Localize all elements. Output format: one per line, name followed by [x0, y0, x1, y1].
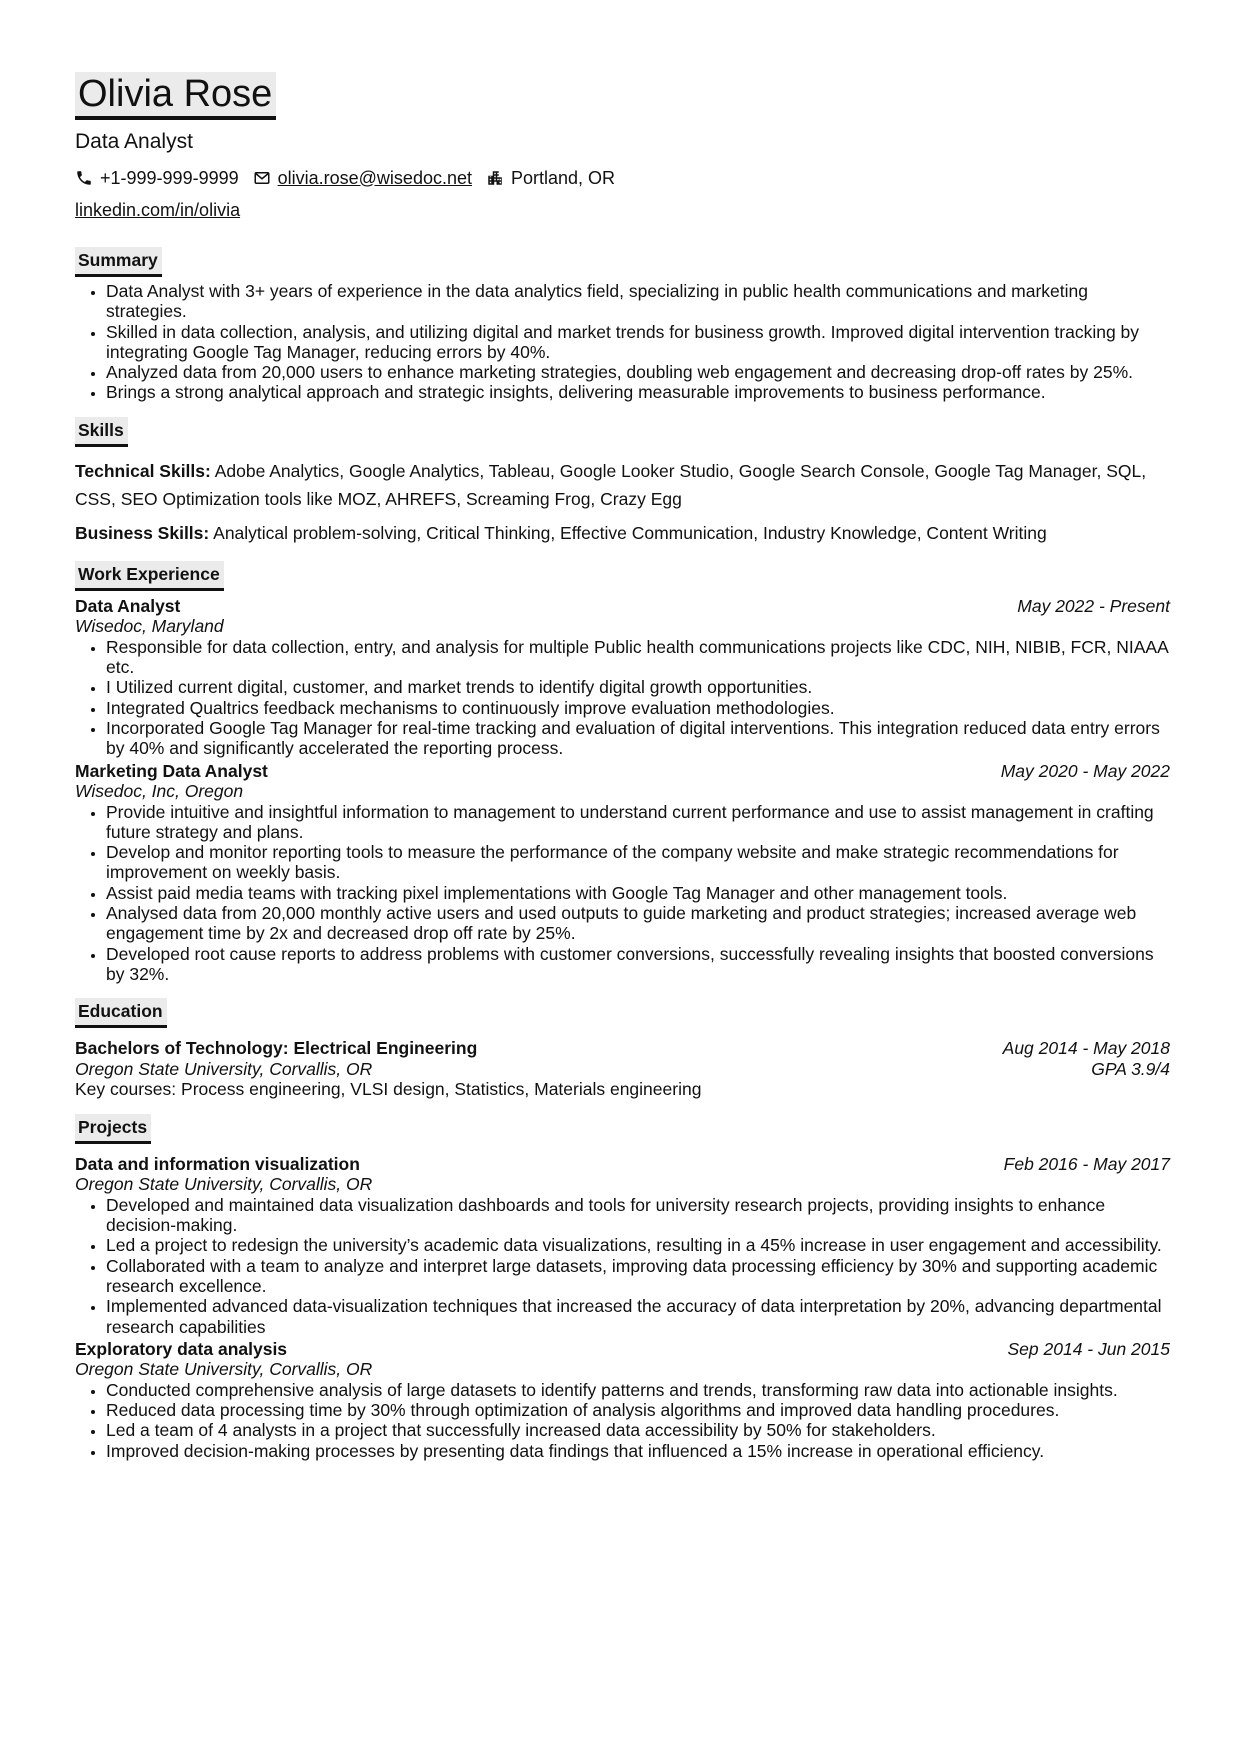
project-entry [75, 1154, 1170, 1337]
candidate-name: Olivia Rose [75, 72, 276, 120]
job-bullets [75, 637, 1170, 759]
education-section [75, 984, 1170, 1100]
phone-number: +1-999-999-9999 [100, 167, 239, 188]
summary-heading: Summary [75, 247, 162, 277]
header [75, 72, 1170, 221]
project-bullets [75, 1380, 1170, 1461]
list-item: • Integrated Qualtrics feedback mechanisms to continuously improve evaluation methodologies. [106, 698, 1170, 718]
project-org: Oregon State University, Corvallis, OR [75, 1174, 373, 1195]
envelope-icon [253, 169, 271, 187]
list-item: • Improved decision-making processes by presenting data findings that influenced a 15% increase in operational efficiency. [106, 1441, 1170, 1461]
list-item: • Responsible for data collection, entry, and analysis for multiple Public health communications projects like CDC, NIH, NIBIB, FCR, NIAAA etc. [106, 637, 1170, 678]
list-item: • Skilled in data collection, analysis, and utilizing digital and market trends for business growth. Improved digital intervention tracking by integrating Google Tag Manager, reducing errors by 40%. [106, 322, 1170, 363]
list-item: • Analyzed data from 20,000 users to enhance marketing strategies, doubling web engagement and decreasing drop-off rates by 25%. [106, 362, 1170, 382]
email-link[interactable]: olivia.rose@wisedoc.net [277, 167, 472, 188]
list-item: • Collaborated with a team to analyze and interpret large datasets, improving data processing efficiency by 30% and supporting academic research excellence. [106, 1256, 1170, 1297]
list-item: • Developed and maintained data visualization dashboards and tools for university research projects, providing insights to enhance decision-making. [106, 1195, 1170, 1236]
technical-skills-label: Technical Skills: [75, 460, 211, 481]
job-role: Marketing Data Analyst [75, 760, 268, 781]
list-item: • Conducted comprehensive analysis of large datasets to identify patterns and trends, transforming raw data into actionable insights. [106, 1380, 1170, 1400]
list-item: • Reduced data processing time by 30% through optimization of analysis algorithms and improved data handling procedures. [106, 1400, 1170, 1420]
list-item: • Developed root cause reports to address problems with customer conversions, successfully revealing insights that boosted conversions by 32%. [106, 944, 1170, 985]
project-name: Exploratory data analysis [75, 1338, 288, 1359]
key-courses: Key courses: Process engineering, VLSI design, Statistics, Materials engineering [75, 1079, 702, 1100]
skills-heading: Skills [75, 417, 128, 447]
list-item: • Brings a strong analytical approach and strategic insights, delivering measurable improvements to business performance. [106, 382, 1170, 402]
job-entry [75, 761, 1170, 985]
list-item: • Led a project to redesign the university’s academic data visualizations, resulting in a 45% increase in user engagement and accessibility. [106, 1235, 1170, 1255]
education-heading: Education [75, 998, 167, 1028]
building-icon [486, 169, 504, 187]
job-company: Wisedoc, Inc, Oregon [75, 781, 244, 802]
list-item: • Develop and monitor reporting tools to measure the performance of the company website and make strategic recommendations for improvement on weekly basis. [106, 842, 1170, 883]
location-item [486, 168, 615, 189]
list-item: • Provide intuitive and insightful information to management to understand current performance and use to assist management in crafting future strategy and plans. [106, 802, 1170, 843]
phone-item [75, 168, 239, 189]
list-item: • Data Analyst with 3+ years of experience in the data analytics field, specializing in public health communications and marketing strategies. [106, 281, 1170, 322]
resume-page [75, 72, 1170, 1461]
list-item: • Incorporated Google Tag Manager for real-time tracking and evaluation of digital interventions. This integration reduced data entry errors by 40% and significantly accelerated the reporting process. [106, 718, 1170, 759]
list-item: • Led a team of 4 analysts in a project that successfully increased data accessibility by 50% for stakeholders. [106, 1420, 1170, 1440]
project-org: Oregon State University, Corvallis, OR [75, 1359, 373, 1380]
school: Oregon State University, Corvallis, OR [75, 1058, 373, 1079]
projects-section [75, 1100, 1170, 1461]
work-heading: Work Experience [75, 561, 224, 591]
linkedin-link[interactable]: linkedin.com/in/olivia [75, 200, 241, 220]
job-dates: May 2022 - Present [1017, 595, 1170, 616]
list-item: • Assist paid media teams with tracking pixel implementations with Google Tag Manager and other management tools. [106, 883, 1170, 903]
project-bullets [75, 1195, 1170, 1337]
project-dates: Feb 2016 - May 2017 [1003, 1153, 1170, 1174]
work-section [75, 547, 1170, 984]
skills-section [75, 403, 1170, 547]
degree: Bachelors of Technology: Electrical Engineering [75, 1038, 478, 1059]
email-item[interactable] [253, 168, 472, 189]
job-entry [75, 596, 1170, 759]
location-text: Portland, OR [511, 167, 616, 188]
project-name: Data and information visualization [75, 1153, 360, 1174]
projects-heading: Projects [75, 1114, 151, 1144]
contact-line [75, 167, 1170, 189]
technical-skills-value: Adobe Analytics, Google Analytics, Tableau, Google Looker Studio, Google Search Console, Google Tag Manager, SQL, CSS, SEO Optimization tools like MOZ, AHREFS, Screaming Frog, Crazy Egg [75, 460, 1147, 509]
project-dates: Sep 2014 - Jun 2015 [1007, 1338, 1170, 1359]
job-title: Data Analyst [75, 130, 193, 153]
list-item: • I Utilized current digital, customer, and market trends to identify digital growth opportunities. [106, 677, 1170, 697]
list-item: • Implemented advanced data-visualization techniques that increased the accuracy of data interpretation by 20%, advancing departmental research capabilities [106, 1296, 1170, 1337]
business-skills [75, 519, 1170, 547]
job-role: Data Analyst [75, 595, 181, 616]
business-skills-label: Business Skills: [75, 522, 210, 543]
summary-list [75, 281, 1170, 403]
job-company: Wisedoc, Maryland [75, 616, 224, 637]
list-item: • Analysed data from 20,000 monthly active users and used outputs to guide marketing and product strategies; increased average web engagement time by 2x and decreased drop off rate by 25%. [106, 903, 1170, 944]
project-entry [75, 1339, 1170, 1461]
business-skills-value: Analytical problem-solving, Critical Thinking, Effective Communication, Industry Knowledge, Content Writing [213, 522, 1047, 543]
summary-section [75, 221, 1170, 403]
phone-icon [75, 169, 93, 187]
education-dates: Aug 2014 - May 2018 [1002, 1038, 1170, 1059]
job-dates: May 2020 - May 2022 [1000, 760, 1170, 781]
technical-skills [75, 457, 1170, 513]
job-bullets [75, 802, 1170, 985]
gpa: GPA 3.9/4 [1091, 1058, 1170, 1079]
